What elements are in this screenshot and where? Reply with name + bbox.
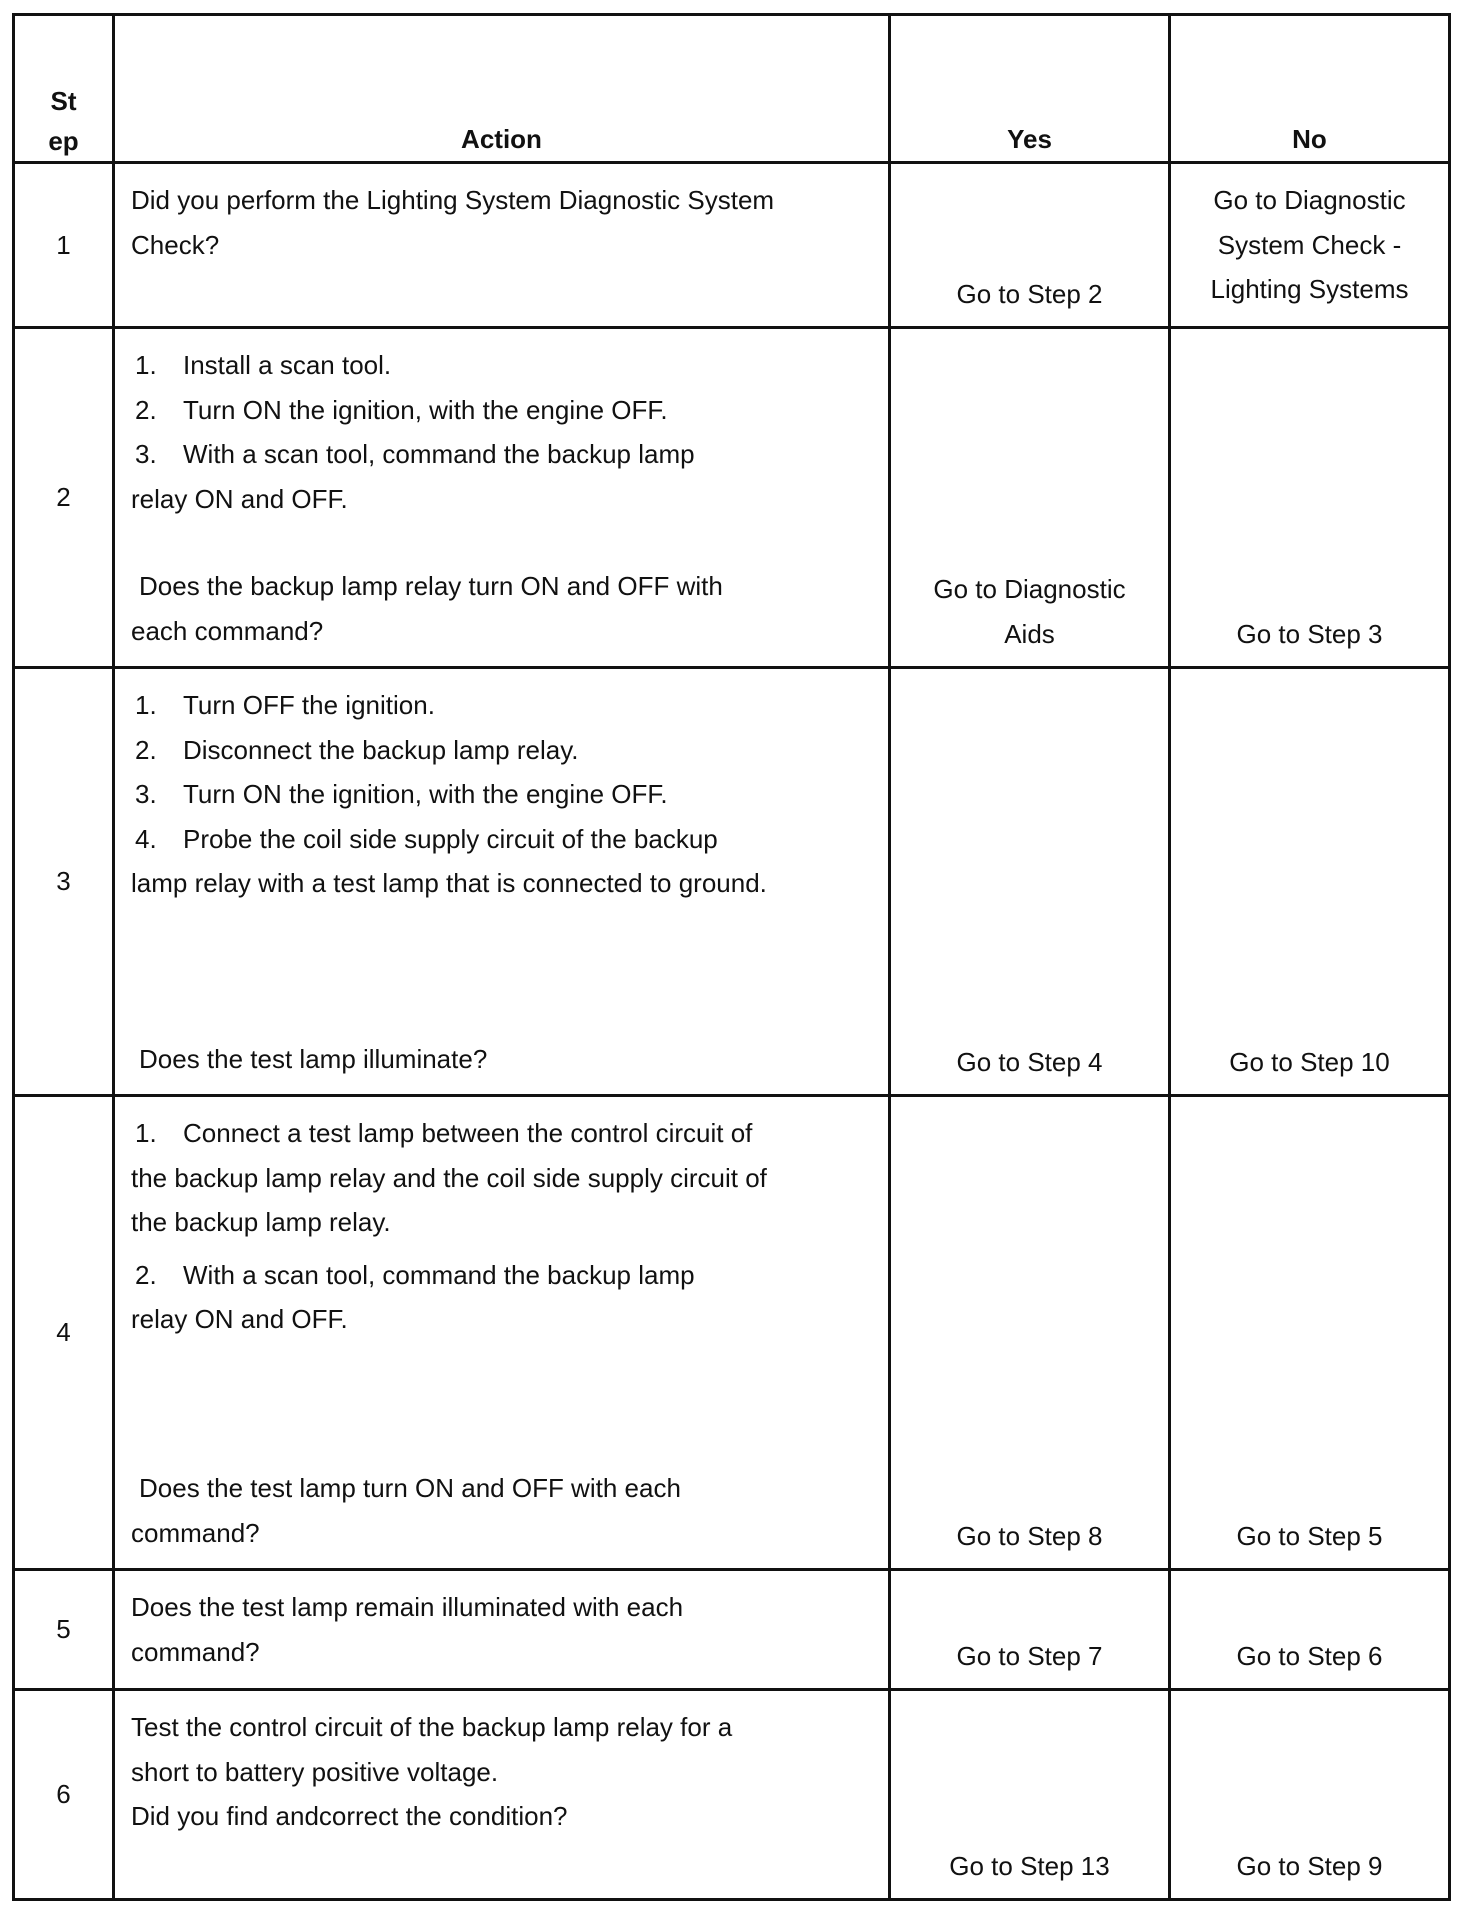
list-item: 1. Turn OFF the ignition. [135,690,435,720]
no-cell: Go to Step 5 [1170,1096,1450,1570]
list-item: 1. Connect a test lamp between the control circuit of [135,1118,753,1148]
step-number: 3 [14,668,114,1096]
step-number: 2 [14,328,114,668]
action-cell [114,163,890,328]
action-steps [131,1111,874,1342]
action-text: Test the control circuit of the backup lamp relay for a [131,1712,733,1742]
table-row [14,328,1450,668]
action-text: short to battery positive voltage. [131,1756,499,1787]
action-cell [114,668,890,1096]
yes-cell: Go to Step 4 [890,668,1170,1096]
yes-cell: Go to Step 2 [890,163,1170,328]
action-question: Does the test lamp illuminate? [139,1043,488,1074]
table-row [14,668,1450,1096]
yes-cell: Go to Step 8 [890,1096,1170,1570]
no-cell: Go to Diagnostic System Check - Lighting Systems [1170,163,1450,328]
action-question: Does the test lamp turn ON and OFF with each command? [131,1473,681,1548]
no-cell: Go to Step 9 [1170,1690,1450,1900]
action-cell [114,328,890,668]
header-yes: Yes [890,15,1170,163]
list-item: 4. Probe the coil side supply circuit of the backup [135,823,718,854]
action-text: Check? [131,229,220,260]
no-cell: Go to Step 3 [1170,328,1450,668]
action-steps [131,343,874,521]
yes-cell: Go to Step 13 [890,1690,1170,1900]
list-item-continuation: relay ON and OFF. [131,483,348,514]
header-action: Action [114,15,890,163]
step-number: 1 [14,163,114,328]
action-text: command? [131,1636,260,1667]
yes-cell: Go to Diagnostic Aids [890,328,1170,668]
table-row [14,1570,1450,1690]
yes-cell: Go to Step 7 [890,1570,1170,1690]
no-cell: Go to Step 6 [1170,1570,1450,1690]
action-cell [114,1570,890,1690]
table-row [14,163,1450,328]
list-item: 2. With a scan tool, command the backup lamp [135,1259,695,1290]
action-steps [131,683,874,906]
list-item-continuation: relay ON and OFF. [131,1304,348,1334]
step-number: 6 [14,1690,114,1900]
action-text: Did you perform the Lighting System Diagnostic System [131,185,775,215]
step-number: 4 [14,1096,114,1570]
list-item: 3. With a scan tool, command the backup lamp [135,439,695,469]
list-item: 2. Turn ON the ignition, with the engine OFF. [135,394,668,425]
table-row [14,1096,1450,1570]
action-text: Did you find andcorrect the condition? [131,1801,568,1831]
action-text: Does the test lamp remain illuminated with each [131,1592,684,1622]
list-item-continuation: lamp relay with a test lamp that is connected to ground. [131,868,767,898]
list-item: 1. Install a scan tool. [135,350,392,380]
table-row [14,1690,1450,1900]
diagnostic-table [12,13,1451,1901]
list-item: 2. Disconnect the backup lamp relay. [135,734,579,765]
list-item: 3. Turn ON the ignition, with the engine OFF. [135,779,668,809]
list-item-continuation: the backup lamp relay and the coil side supply circuit of [131,1162,767,1193]
header-step: St ep [14,15,114,163]
no-cell: Go to Step 10 [1170,668,1450,1096]
action-question: Does the backup lamp relay turn ON and OFF with each command? [131,571,723,646]
header-row [14,15,1450,163]
action-cell [114,1690,890,1900]
header-no: No [1170,15,1450,163]
action-cell [114,1096,890,1570]
step-number: 5 [14,1570,114,1690]
list-item-continuation: the backup lamp relay. [131,1207,391,1237]
